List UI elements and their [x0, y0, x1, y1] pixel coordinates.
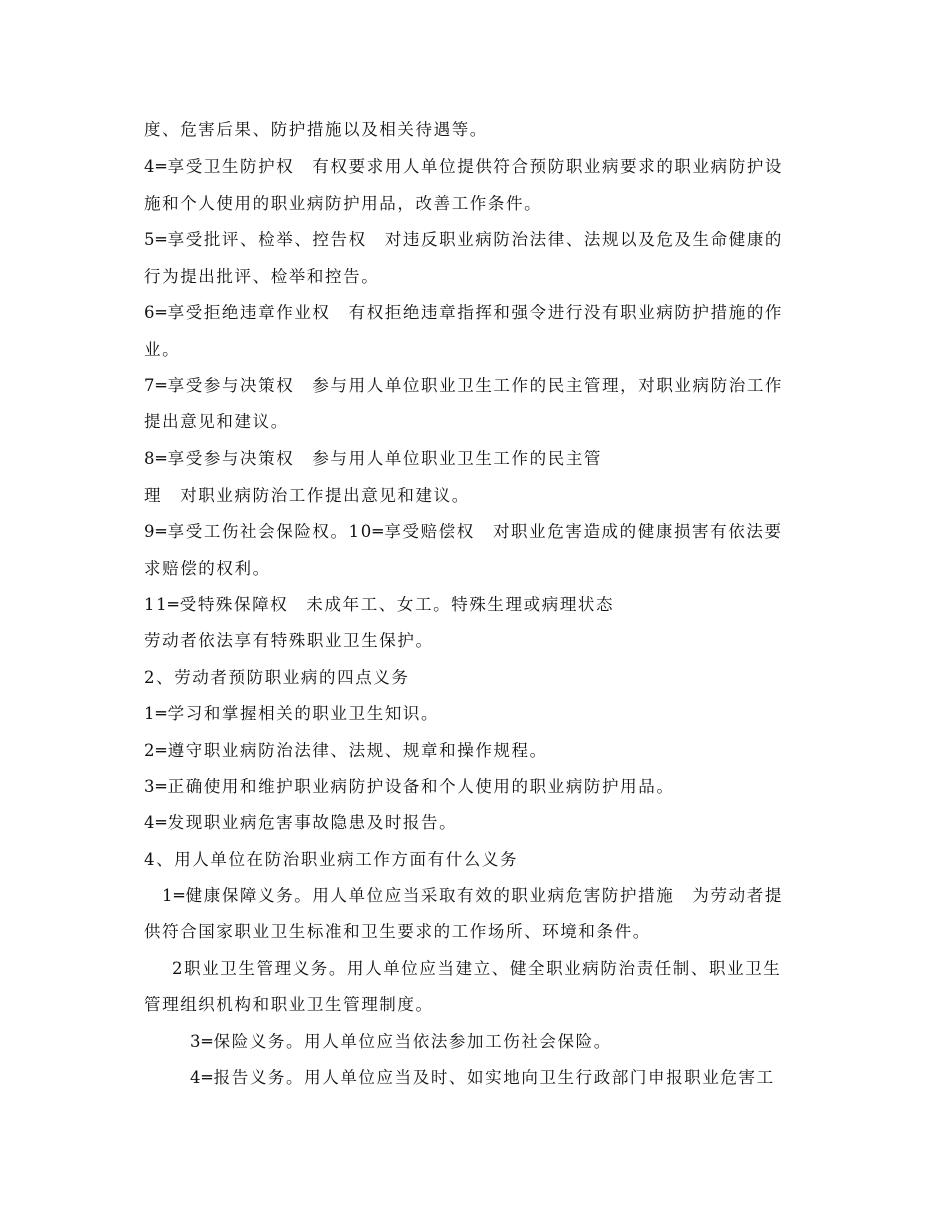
text-line: 1═健康保障义务。用人单位应当采取有效的职业病危害防护措施 为劳动者提	[162, 886, 783, 905]
text-line: 6═享受拒绝违章作业权 有权拒绝违章指挥和强令进行没有职业病防护措施的作	[144, 303, 784, 322]
text-line: 5═享受批评、检举、控告权 对违反职业病防治法律、法规以及危及生命健康的	[144, 230, 784, 249]
text-line: 7═享受参与决策权 参与用人单位职业卫生工作的民主管理，对职业病防治工作	[144, 376, 784, 395]
text-line: 求赔偿的权利。	[144, 559, 271, 578]
text-line: 行为提出批评、检举和控告。	[144, 267, 380, 286]
text-line: 理 对职业病防治工作提出意见和建议。	[144, 486, 470, 505]
text-line: 4═享受卫生防护权 有权要求用人单位提供符合预防职业病要求的职业病防护设	[144, 157, 784, 176]
section-heading: 2、劳动者预防职业病的四点义务	[144, 668, 410, 687]
text-line: 提出意见和建议。	[144, 412, 289, 431]
text-line: 4═报告义务。用人单位应当及时、如实地向卫生行政部门申报职业危害工	[190, 1068, 775, 1087]
text-line: 1═学习和掌握相关的职业卫生知识。	[144, 704, 440, 723]
text-line: 3═保险义务。用人单位应当依法参加工伤社会保险。	[190, 1032, 612, 1051]
text-line: 8═享受参与决策权 参与用人单位职业卫生工作的民主管	[144, 449, 603, 468]
text-line: 度、危害后果、防护措施以及相关待遇等。	[144, 120, 488, 139]
text-line: 2═遵守职业病防治法律、法规、规章和操作规程。	[144, 741, 548, 760]
text-line: 施和个人使用的职业病防护用品，改善工作条件。	[144, 194, 543, 213]
text-line: 11═受特殊保障权 未成年工、女工。特殊生理或病理状态	[144, 595, 615, 614]
text-line: 3═正确使用和维护职业病防护设备和个人使用的职业病防护用品。	[144, 777, 675, 796]
text-line: 9═享受工伤社会保险权。10═享受赔偿权 对职业危害造成的健康损害有依法要	[144, 522, 783, 541]
text-line: 4═发现职业病危害事故隐患及时报告。	[144, 813, 458, 832]
text-line: 业。	[144, 340, 181, 359]
text-line: 2职业卫生管理义务。用人单位应当建立、健全职业病防治责任制、职业卫生	[172, 959, 782, 978]
text-line: 劳动者依法享有特殊职业卫生保护。	[144, 631, 434, 650]
text-line: 管理组织机构和职业卫生管理制度。	[144, 995, 434, 1014]
text-line: 供符合国家职业卫生标准和卫生要求的工作场所、环境和条件。	[144, 922, 651, 941]
section-heading: 4、用人单位在防治职业病工作方面有什么义务	[144, 850, 519, 869]
